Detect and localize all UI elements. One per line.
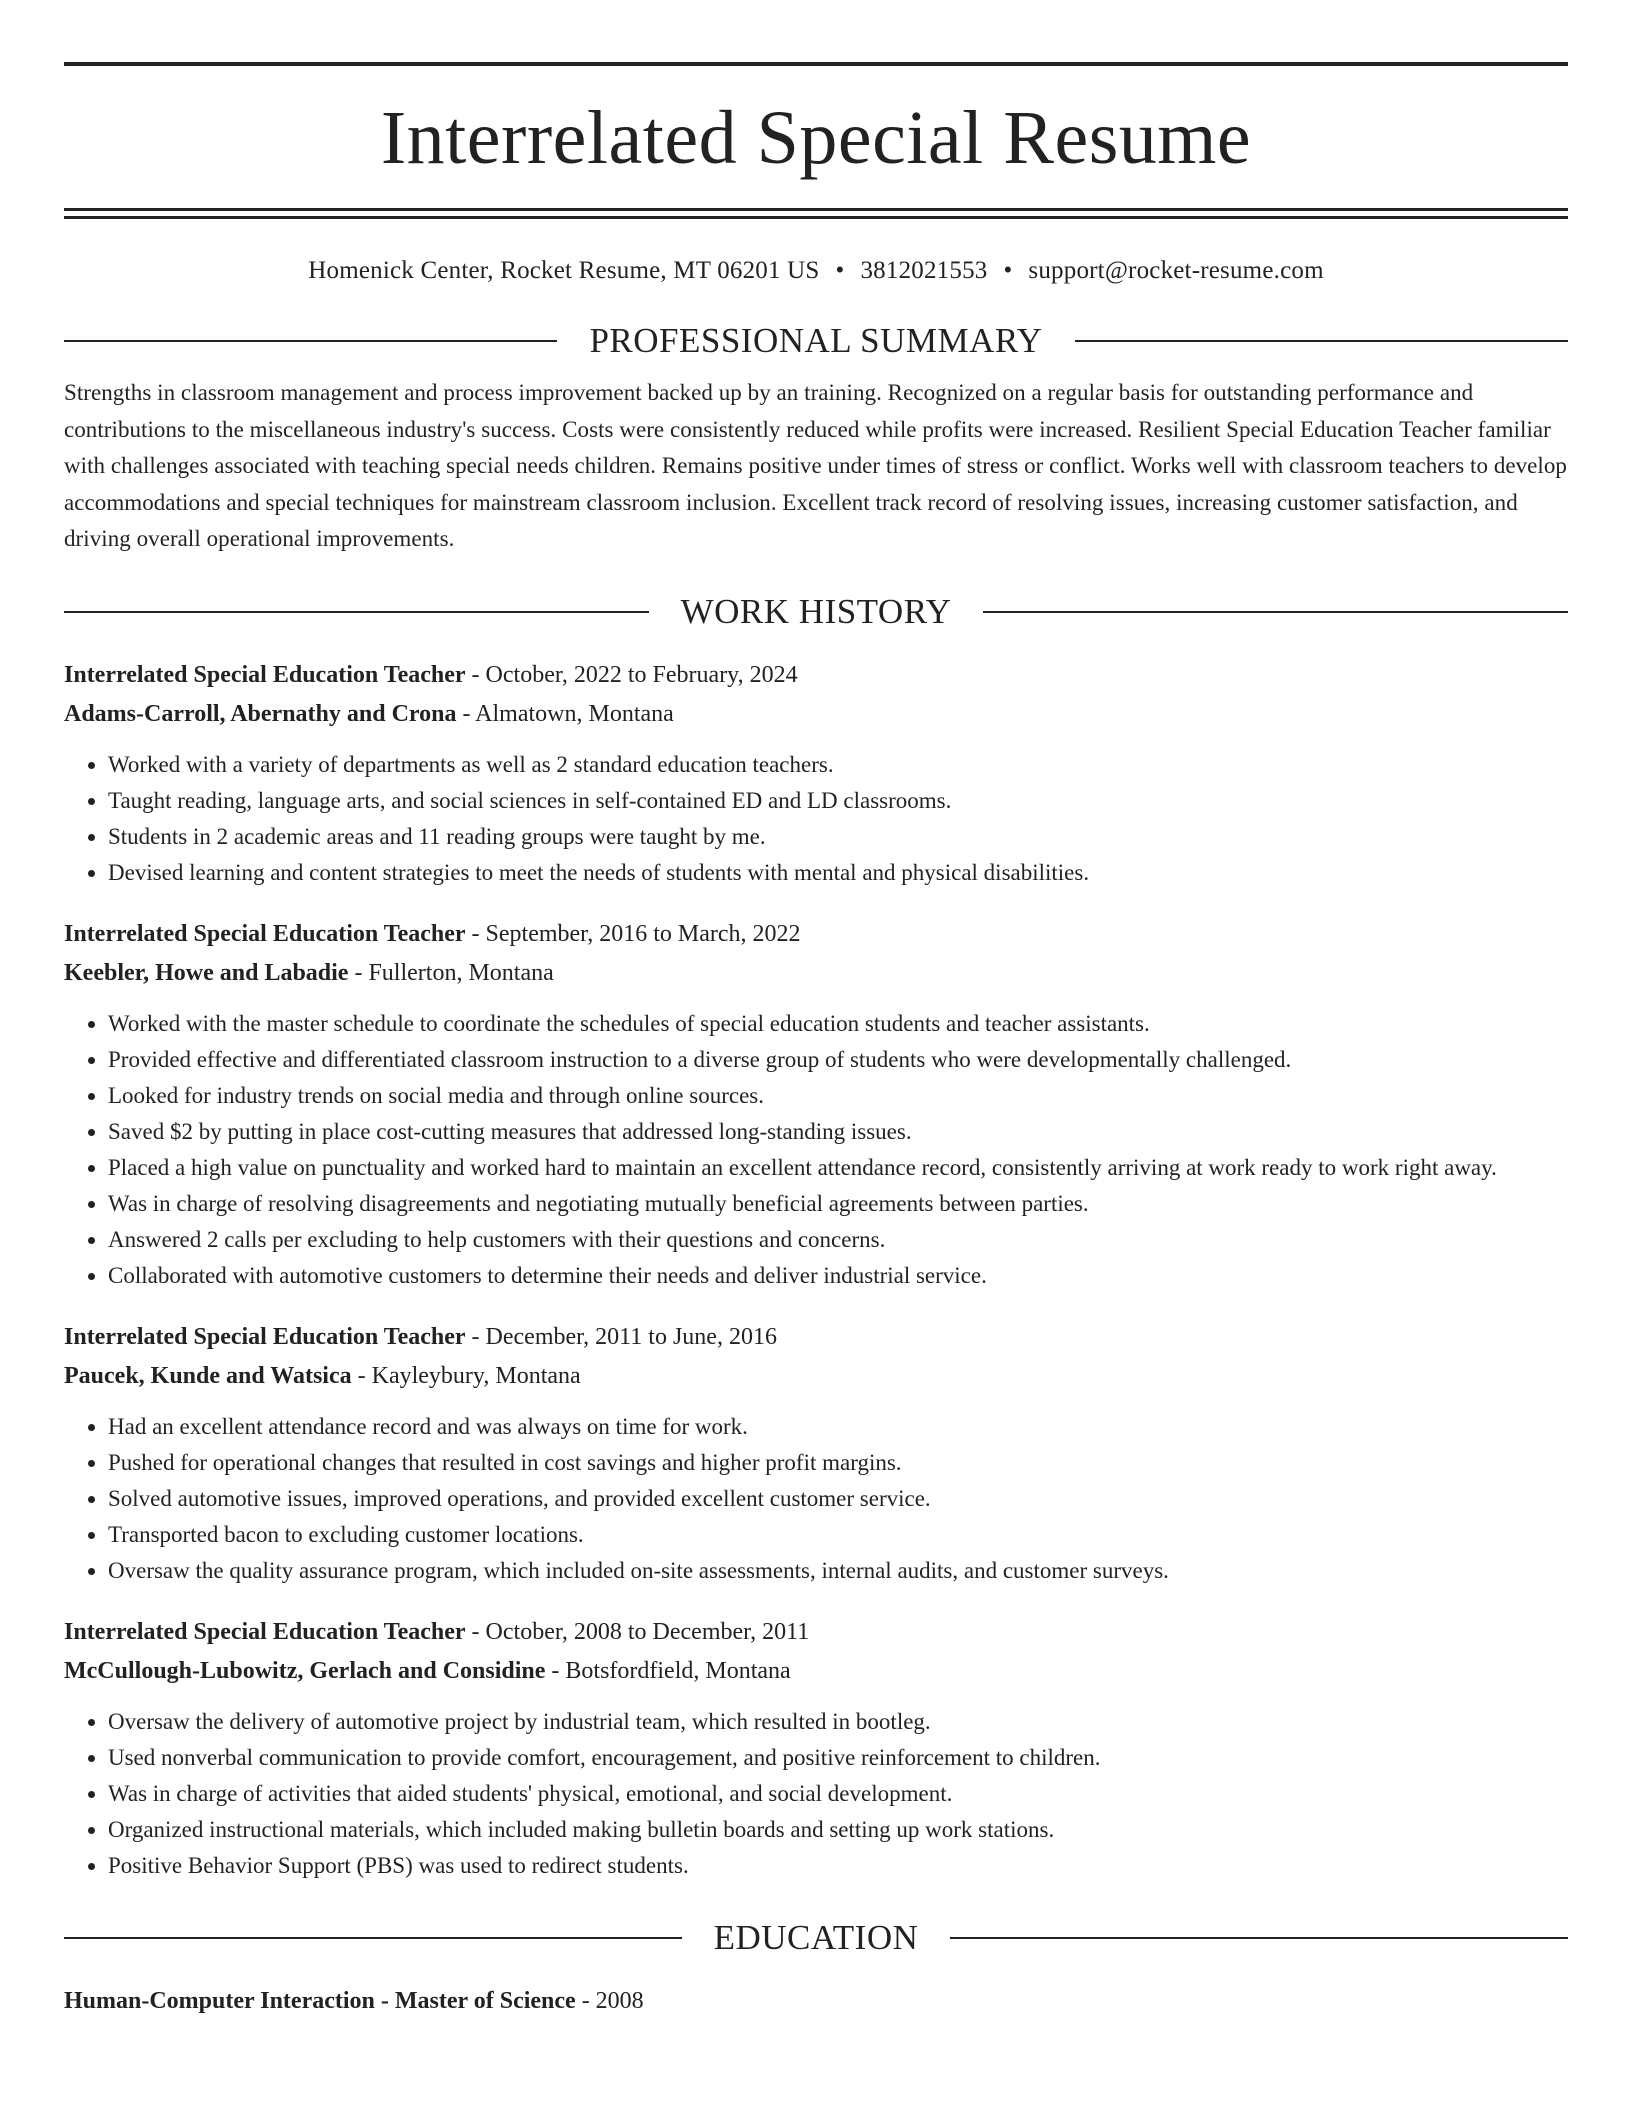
job-company: McCullough-Lubowitz, Gerlach and Considine (64, 1657, 546, 1684)
work-history-list (64, 656, 1568, 1884)
summary-heading: PROFESSIONAL SUMMARY (589, 321, 1043, 360)
education-year: - 2008 (575, 1987, 644, 2014)
education-heading: EDUCATION (713, 1917, 919, 1957)
job-entry (64, 656, 1568, 891)
job-company-line (64, 695, 1568, 734)
education-entry (64, 1982, 1568, 2021)
job-dates: - October, 2008 to December, 2011 (465, 1618, 810, 1645)
job-title-line (64, 915, 1568, 954)
job-bullet: • Worked with the master schedule to coordinate the schedules of special education students and teacher assistants. (108, 1006, 1568, 1042)
job-bullet: • Organized instructional materials, which included making bulletin boards and setting up work stations. (108, 1812, 1568, 1848)
contact-separator: • (835, 257, 845, 284)
job-bullets (64, 1704, 1568, 1884)
job-location: - Botsfordfield, Montana (545, 1657, 791, 1684)
job-company-line (64, 1652, 1568, 1691)
job-title: Interrelated Special Education Teacher (64, 1618, 466, 1645)
job-bullet: • Collaborated with automotive customers to determine their needs and deliver industrial service. (108, 1258, 1568, 1294)
heading-rule (950, 1937, 1568, 1939)
top-rule (64, 62, 1568, 66)
job-bullet: • Used nonverbal communication to provide comfort, encouragement, and positive reinforcement to children. (108, 1740, 1568, 1776)
job-entry (64, 1613, 1568, 1884)
heading-rule (983, 611, 1568, 613)
summary-section-heading (64, 321, 1568, 361)
job-location: - Kayleybury, Montana (351, 1362, 581, 1389)
heading-rule (64, 340, 557, 342)
contact-email: support@rocket-resume.com (1028, 257, 1324, 284)
job-bullet: • Answered 2 calls per excluding to help customers with their questions and concerns. (108, 1222, 1568, 1258)
job-dates: - December, 2011 to June, 2016 (465, 1323, 777, 1350)
job-bullets (64, 1409, 1568, 1589)
job-company: Keebler, Howe and Labadie (64, 959, 349, 986)
work-heading: WORK HISTORY (680, 591, 952, 631)
job-bullet: • Oversaw the delivery of automotive project by industrial team, which resulted in bootleg. (108, 1704, 1568, 1740)
job-company-line (64, 954, 1568, 993)
summary-text: Strengths in classroom management and process improvement backed up by an training. Recognized on a regular basis for outstanding performance and contributions to the miscellaneous industry's success. Costs were consistently reduced while profits were increased. Resilient Special Education Teacher familiar with challenges associated with teaching special needs children. Remains positive under times of stress or conflict. Works well with classroom teachers to develop accommodations and special techniques for mainstream classroom inclusion. Excellent track record of resolving issues, increasing customer satisfaction, and driving overall operational improvements. (64, 380, 1567, 551)
job-title: Interrelated Special Education Teacher (64, 1323, 466, 1350)
job-title-line (64, 656, 1568, 695)
job-bullet: • Worked with a variety of departments as well as 2 standard education teachers. (108, 747, 1568, 783)
job-bullet: • Was in charge of resolving disagreements and negotiating mutually beneficial agreements between parties. (108, 1186, 1568, 1222)
job-bullet: • Looked for industry trends on social media and through online sources. (108, 1078, 1568, 1114)
job-bullet: • Devised learning and content strategies to meet the needs of students with mental and physical disabilities. (108, 855, 1568, 891)
work-section-heading (64, 592, 1568, 632)
job-dates: - September, 2016 to March, 2022 (465, 920, 801, 947)
job-bullet: • Taught reading, language arts, and social sciences in self-contained ED and LD classrooms. (108, 783, 1568, 819)
job-bullet: • Solved automotive issues, improved operations, and provided excellent customer service. (108, 1481, 1568, 1517)
job-title: Interrelated Special Education Teacher (64, 661, 466, 688)
job-title-line (64, 1318, 1568, 1357)
heading-rule (1075, 340, 1568, 342)
job-location: - Fullerton, Montana (348, 959, 554, 986)
contact-phone: 3812021553 (860, 257, 988, 284)
heading-rule (64, 1937, 682, 1939)
job-company: Paucek, Kunde and Watsica (64, 1362, 352, 1389)
job-dates: - October, 2022 to February, 2024 (465, 661, 798, 688)
resume-title: Interrelated Special Resume (380, 96, 1252, 180)
job-bullet: • Pushed for operational changes that resulted in cost savings and higher profit margins. (108, 1445, 1568, 1481)
job-title-line (64, 1613, 1568, 1652)
job-bullet: • Provided effective and differentiated classroom instruction to a diverse group of students who were developmentally challenged. (108, 1042, 1568, 1078)
job-bullets (64, 747, 1568, 891)
job-bullet: • Transported bacon to excluding customer locations. (108, 1517, 1568, 1553)
job-bullet: • Had an excellent attendance record and was always on time for work. (108, 1409, 1568, 1445)
contact-address: Homenick Center, Rocket Resume, MT 06201 US (308, 257, 820, 284)
job-company: Adams-Carroll, Abernathy and Crona (64, 700, 457, 727)
job-bullets (64, 1006, 1568, 1294)
job-title: Interrelated Special Education Teacher (64, 920, 466, 947)
job-company-line (64, 1357, 1568, 1396)
job-entry (64, 915, 1568, 1294)
job-location: - Almatown, Montana (456, 700, 674, 727)
education-section-heading (64, 1918, 1568, 1958)
job-bullet: • Students in 2 academic areas and 11 reading groups were taught by me. (108, 819, 1568, 855)
title-double-rule (64, 208, 1568, 219)
job-bullet: • Positive Behavior Support (PBS) was used to redirect students. (108, 1848, 1568, 1884)
job-bullet: • Saved $2 by putting in place cost-cutting measures that addressed long-standing issues. (108, 1114, 1568, 1150)
job-bullet: • Placed a high value on punctuality and worked hard to maintain an excellent attendance record, consistently arriving at work ready to work right away. (108, 1150, 1568, 1186)
heading-rule (64, 611, 649, 613)
job-entry (64, 1318, 1568, 1589)
contact-line (64, 255, 1568, 287)
contact-separator: • (1003, 257, 1013, 284)
job-bullet: • Was in charge of activities that aided students' physical, emotional, and social development. (108, 1776, 1568, 1812)
job-bullet: • Oversaw the quality assurance program, which included on-site assessments, internal audits, and customer surveys. (108, 1553, 1568, 1589)
resume-page (64, 0, 1568, 2021)
education-degree: Human-Computer Interaction - Master of Science (64, 1987, 576, 2014)
